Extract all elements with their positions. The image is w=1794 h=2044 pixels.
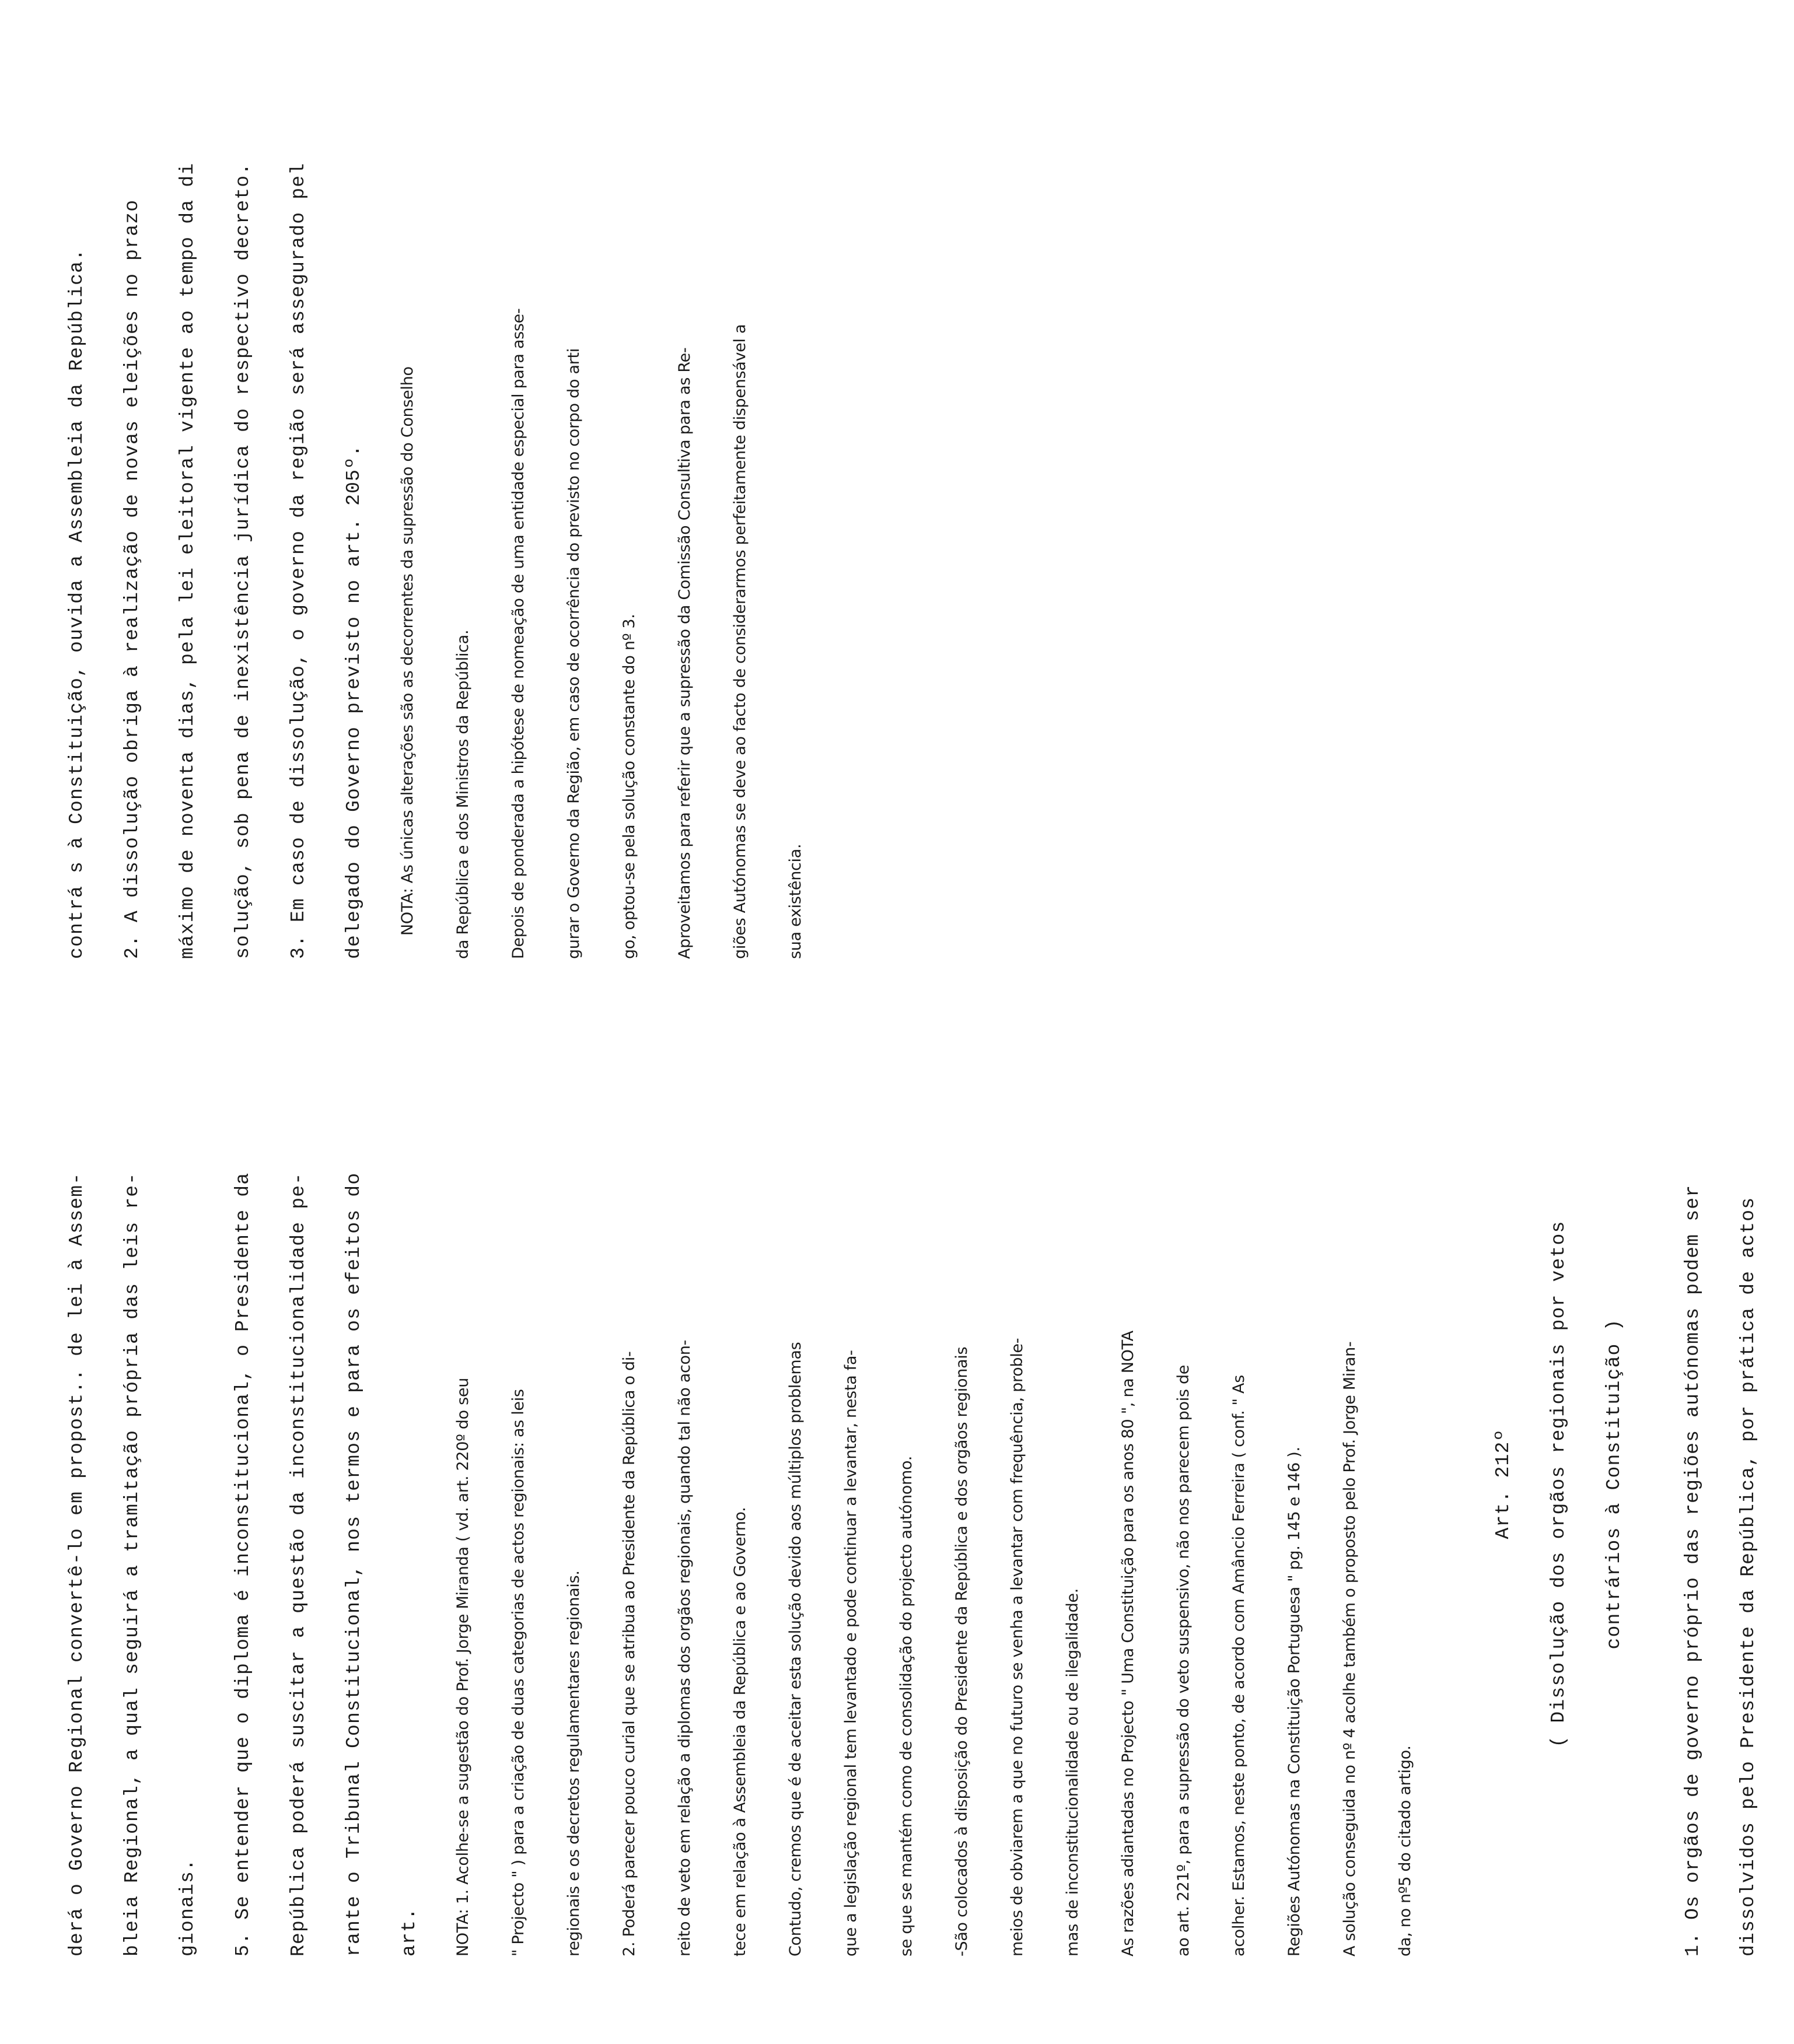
note-line: reito de veto em relação a diplomas dos orgãos regionais, quando tal não acon- <box>676 1340 694 1957</box>
body-line: gionais. <box>177 1858 198 1957</box>
body-line: República poderá suscitar a questão da inconstitucionalidade pe- <box>288 1172 309 1957</box>
spacer <box>1453 1012 1494 1957</box>
note-line: NOTA: 1. Acolhe-se a sugestão do Prof. Jorge Miranda ( vd. art. 220º do seu <box>454 1377 472 1957</box>
right-column <box>67 14 843 959</box>
body-line: máximo de noventa dias, pela lei eleitoral vigente ao tempo da di <box>177 162 198 959</box>
note-line: 2. Poderá parecer pouco curial que se atribua ao Presidente da República o di- <box>620 1351 638 1957</box>
body-line: rante o Tribunal Constitucional, nos termos e para os efeitos do <box>343 1172 365 1957</box>
note-line: Contudo, cremos que é de aceitar esta solução devido aos múltiplos problemas <box>786 1342 805 1957</box>
note-line: " Projecto " ) para a criação de duas categorias de actos regionais: as leis <box>509 1389 527 1957</box>
body-line: 5. Se entender que o diploma é inconstitucional, o Presidente da <box>232 1172 254 1957</box>
note-line: se que se mantém como de consolidação do projecto autónomo. <box>897 1455 915 1957</box>
note-line: acolher. Estamos, neste ponto, de acordo com Amâncio Ferreira ( conf. " As <box>1230 1375 1248 1957</box>
body-line: bleia Regional, a qual seguirá a tramitação própria das leis re- <box>121 1172 143 1957</box>
body-line: 1. Os orgãos de governo próprio das regiões autónomas podem ser <box>1682 1184 1704 1957</box>
body-line: dissolvidos pelo Presidente da República, por prática de actos <box>1737 1196 1759 1957</box>
note-line: Depois de ponderada a hipótese de nomeação de uma entidade especial para asse- <box>509 308 527 959</box>
note-line: -São colocados à disposição do Presidente da República e dos orgãos regionais <box>953 1346 971 1957</box>
note-line: da, no nº5 do citado artigo. <box>1396 1745 1414 1957</box>
body-line: solução, sob pena de inexistência jurídica do respectivo decreto. <box>232 162 254 959</box>
note-line: As razões adiantadas no Projecto " Uma Constituição para os anos 80 ", na NOTA <box>1119 1331 1137 1957</box>
article-title: contrários à Constituição ) <box>1603 1318 1625 1650</box>
note-line: tece em relação à Assembleia da República e ao Governo. <box>731 1507 749 1957</box>
note-line: gurar o Governo da Região, em caso de ocorrência do previsto no corpo do arti <box>565 348 583 959</box>
note-line: go, optou-se pela solução constante do nº 3. <box>620 614 638 959</box>
note-line: regionais e os decretos regulamentares regionais. <box>565 1570 583 1957</box>
body-line: 2. A dissolução obriga à realização de novas eleições no prazo <box>121 199 143 959</box>
left-column <box>67 1012 1794 1957</box>
spacer <box>1660 1012 1683 1957</box>
note-line: mas de inconstitucionalidade ou de ilegalidade. <box>1064 1588 1082 1957</box>
note-line: giões Autónomas se deve ao facto de considerarmos perfeitamente dispensável a <box>731 324 749 959</box>
article-title: ( Dissolução dos orgãos regionais por vetos <box>1548 1220 1569 1748</box>
note-line: da República e dos Ministros da República. <box>454 629 472 959</box>
article-number: Art. 212º <box>1492 1429 1514 1539</box>
note-line: sua existência. <box>786 844 805 959</box>
note-line: Regiões Autónomas na Constituição Portuguesa " pg. 145 e 146 ). <box>1285 1447 1303 1957</box>
note-line: meios de obviarem a que no futuro se venha a levantar com frequência, proble- <box>1008 1338 1026 1957</box>
note-line: ao art. 221º, para a supressão do veto suspensivo, não nos parecem pois de <box>1174 1364 1192 1957</box>
body-line: delegado do Governo previsto no art. 205º. <box>343 444 365 959</box>
note-line: que a legislação regional tem levantado e pode continuar a levantar, nesta fa- <box>842 1350 860 1957</box>
body-line: derá o Governo Regional convertê-lo em propost.. de lei à Assem- <box>66 1172 88 1957</box>
note-line: A solução conseguida no nº 4 acolhe também o proposto pelo Prof. Jorge Miran- <box>1341 1341 1359 1957</box>
body-line: 3. Em caso de dissolução, o governo da região será assegurado pel <box>288 162 309 959</box>
body-line: art. <box>398 1907 420 1957</box>
body-line: contrá s à Constituição, ouvida a Assembleia da República. <box>66 248 88 959</box>
note-line: NOTA: As únicas alterações são as decorrentes da supressão do Conselho <box>398 366 417 936</box>
note-line: Aproveitamos para referir que a supressão da Comissão Consultiva para as Re- <box>676 347 694 959</box>
